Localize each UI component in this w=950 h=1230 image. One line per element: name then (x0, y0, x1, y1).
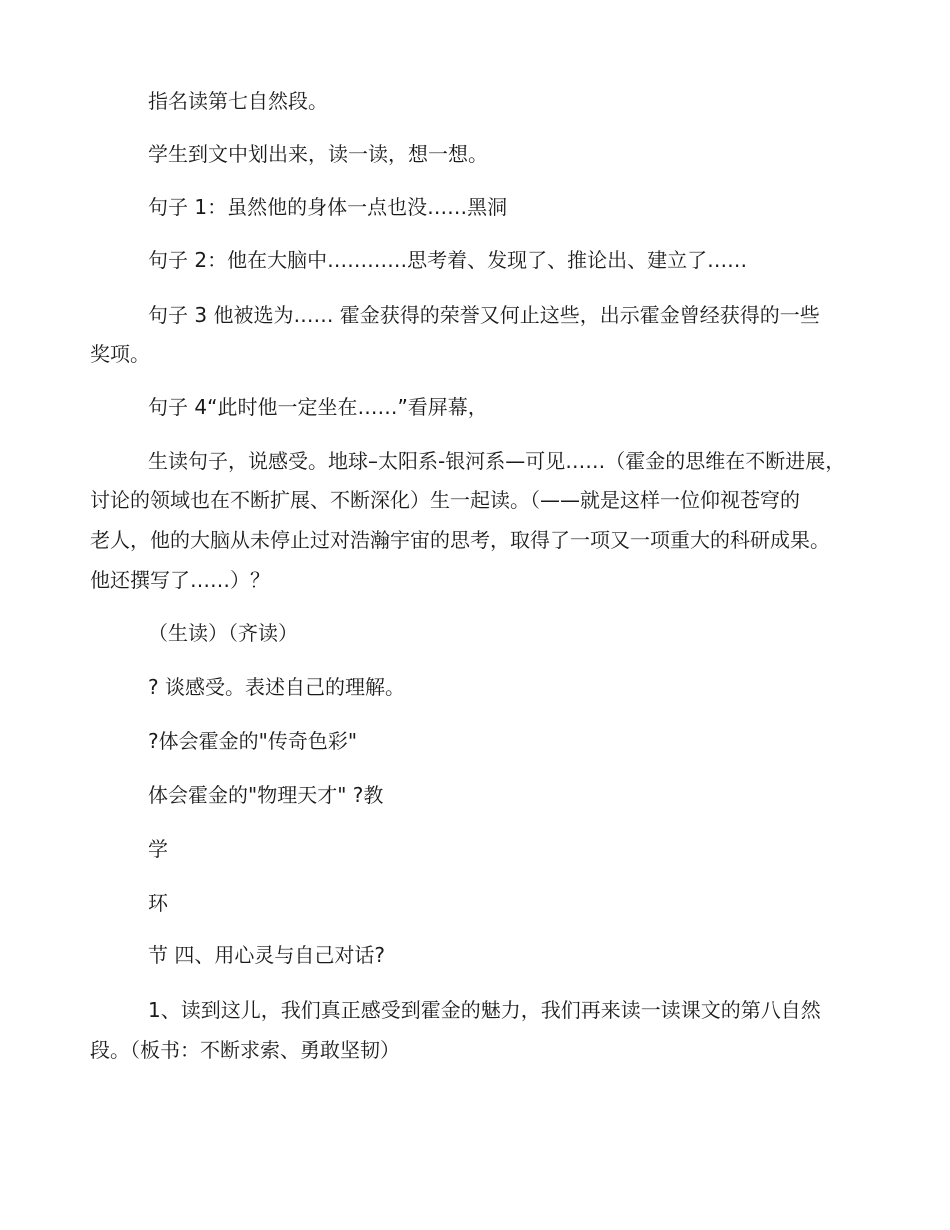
paragraph-line: 老人，他的大脑从未停止过对浩瀚宇宙的思考，取得了一项又一项重大的科研成果。 (90, 528, 830, 552)
paragraph-line: 句子 3 他被选为…… 霍金获得的荣誉又何止这些，出示霍金曾经获得的一些 (148, 303, 820, 327)
paragraph-line: 句子 1：虽然他的身体一点也没……黑洞 (148, 195, 508, 219)
paragraph-line: 句子 2：他在大脑中…………思考着、发现了、推论出、建立了…… (148, 248, 748, 272)
paragraph-line: 学生到文中划出来，读一读，想一想。 (148, 142, 488, 166)
paragraph-line: ?体会霍金的"传奇色彩" (148, 729, 358, 753)
paragraph-line: 句子 4“此时他一定坐在……”看屏幕， (148, 395, 488, 419)
paragraph-line: 生读句子，说感受。地球–太阳系-银河系—可见……（霍金的思维在不断进展， (148, 449, 846, 473)
paragraph-line: ? 谈感受。表述自己的理解。 (148, 675, 405, 699)
paragraph-line: 他还撰写了……）？ (90, 568, 270, 592)
paragraph-line: 体会霍金的"物理天才" ?教 (148, 783, 384, 807)
paragraph-line: 指名读第七自然段。 (148, 89, 328, 113)
paragraph-line: 段。（板书：不断求索、勇敢坚韧） (90, 1038, 400, 1062)
paragraph-line: 讨论的领域也在不断扩展、不断深化）生一起读。（——就是这样一位仰视苍穹的 (90, 488, 800, 512)
paragraph-line: 1、读到这儿，我们真正感受到霍金的魅力，我们再来读一读课文的第八自然 (148, 998, 821, 1022)
paragraph-line: 环 (148, 891, 168, 915)
paragraph-line: （生读）（齐读） (148, 621, 298, 645)
paragraph-line: 奖项。 (90, 342, 150, 366)
paragraph-line: 学 (148, 837, 168, 861)
paragraph-line: 节 四、用心灵与自己对话? (148, 943, 385, 967)
